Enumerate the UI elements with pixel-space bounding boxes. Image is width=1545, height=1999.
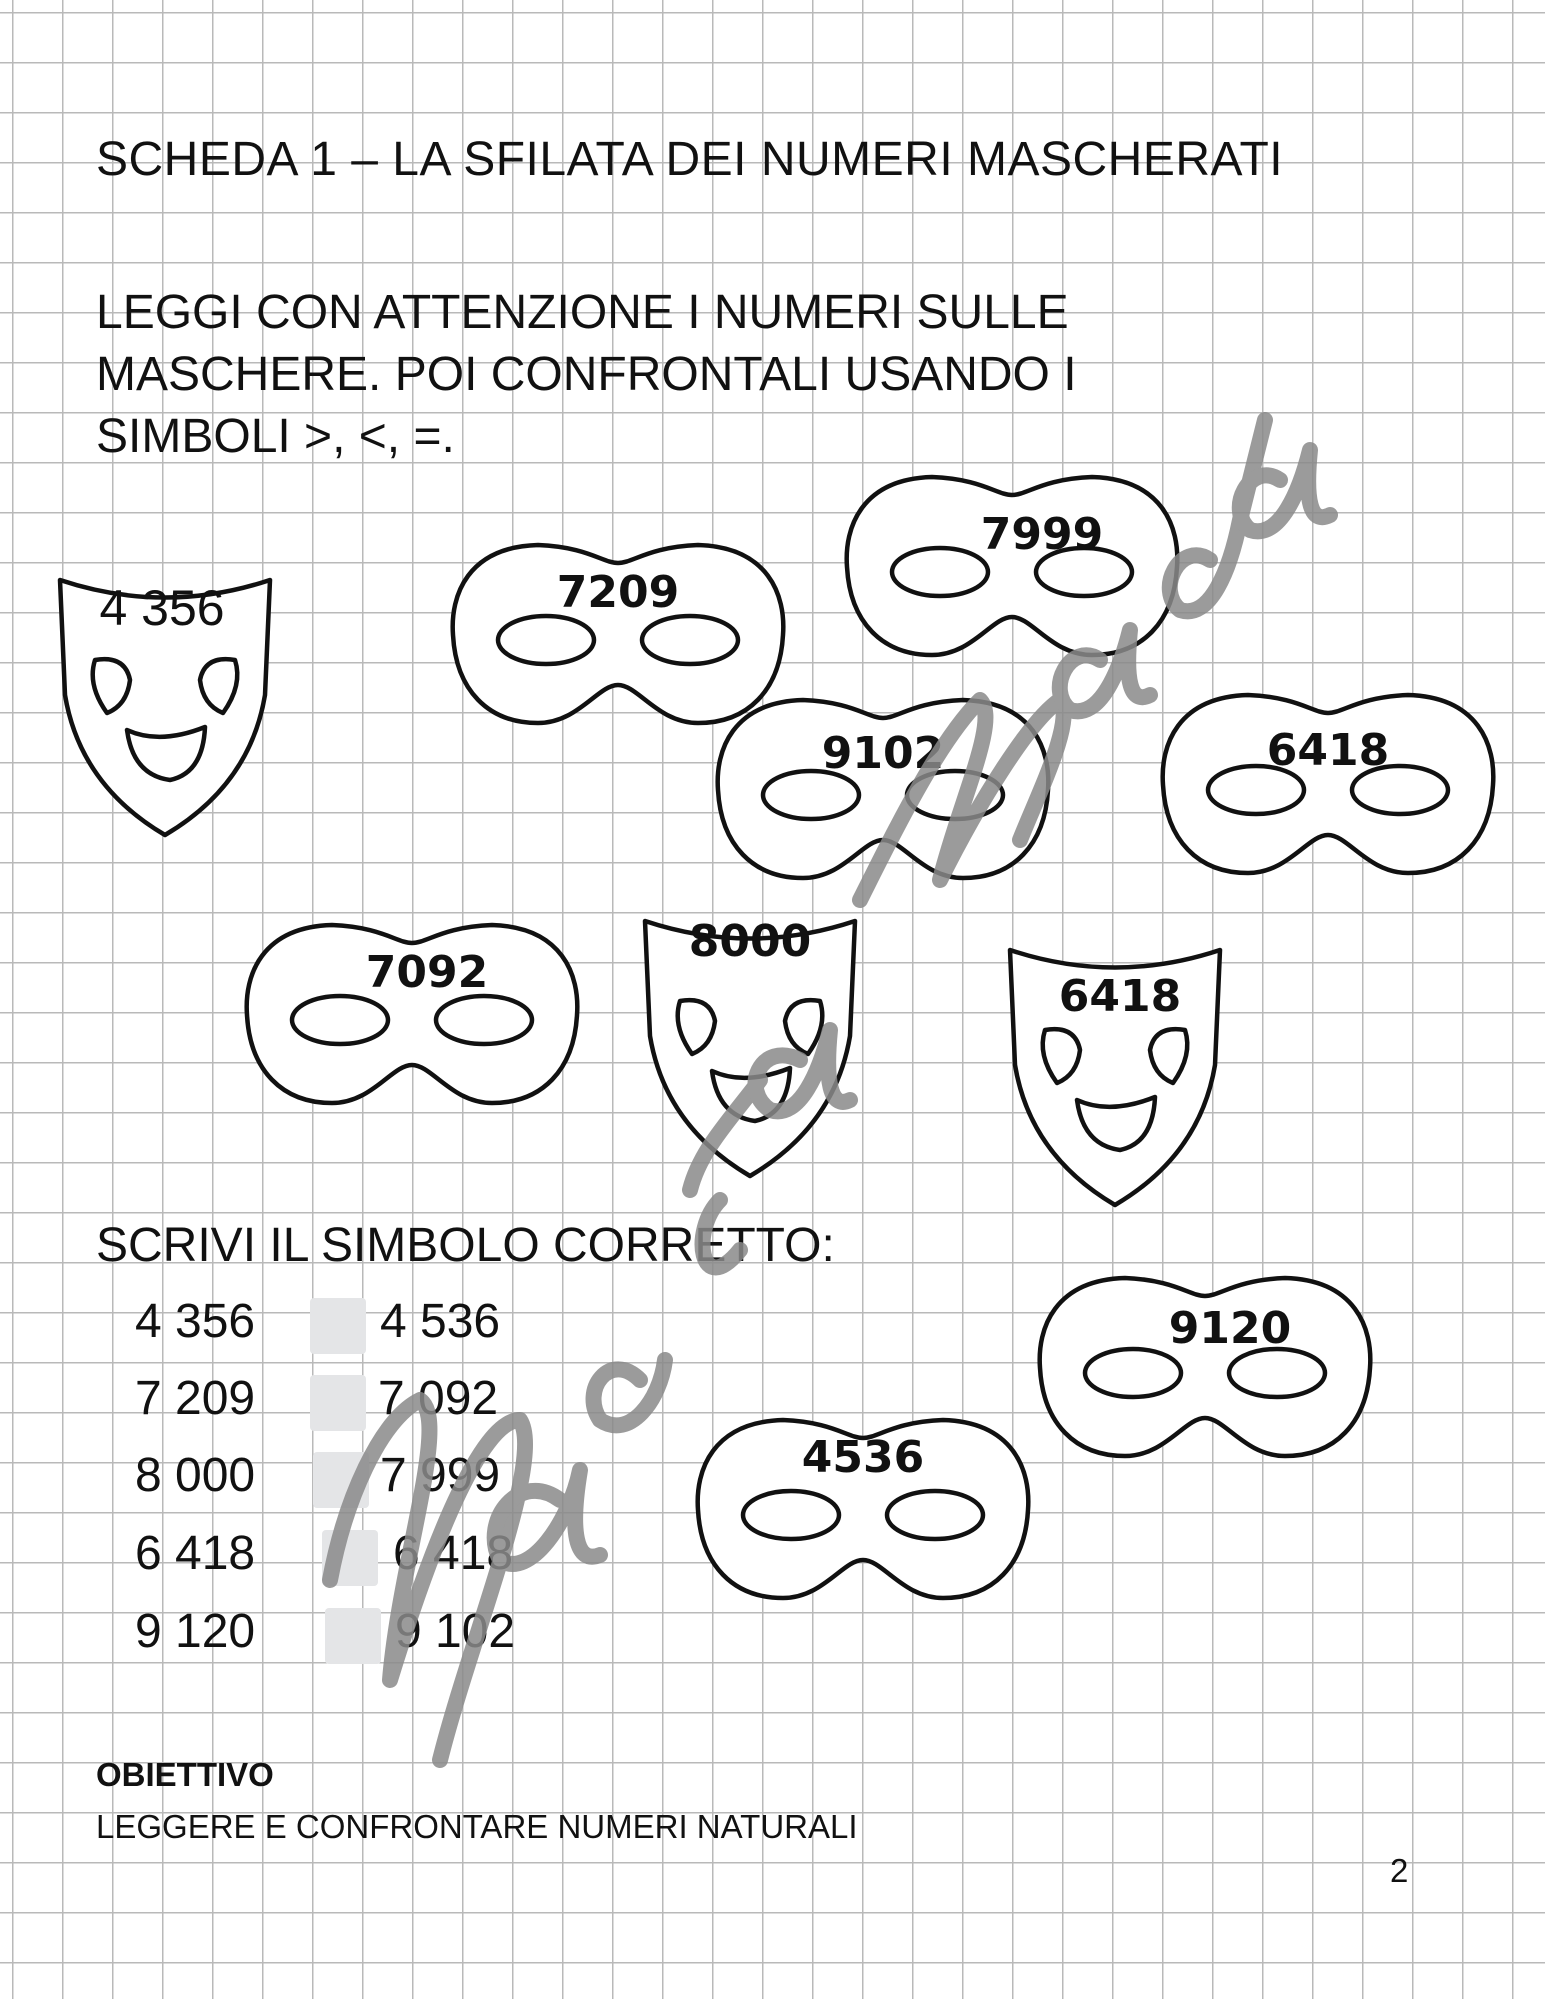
mask-number: 4536 xyxy=(801,1432,925,1483)
instructions-line-2: MASCHERE. POI CONFRONTALI USANDO I xyxy=(96,348,1077,401)
exercise-heading: SCRIVI IL SIMBOLO CORRETTO: xyxy=(96,1219,835,1272)
page-title: SCHEDA 1 – LA SFILATA DEI NUMERI MASCHERATI xyxy=(96,133,1284,186)
answer-box[interactable] xyxy=(310,1298,366,1354)
right-number: 4 536 xyxy=(380,1295,501,1348)
mask-eye-7209 xyxy=(453,545,784,723)
left-number: 6 418 xyxy=(135,1527,256,1580)
mask-number: 8000 xyxy=(688,916,812,967)
instructions-line-3: SIMBOLI >, <, =. xyxy=(96,410,455,463)
left-number: 8 000 xyxy=(135,1449,256,1502)
left-number: 4 356 xyxy=(135,1295,256,1348)
right-number: 9 102 xyxy=(395,1605,516,1658)
mask-eye-4536 xyxy=(698,1420,1029,1598)
page-number: 2 xyxy=(1390,1852,1409,1889)
mask-number: 7999 xyxy=(980,509,1104,560)
answer-box[interactable] xyxy=(322,1530,378,1586)
left-number: 9 120 xyxy=(135,1605,256,1658)
mask-face-1 xyxy=(60,580,270,835)
objective-text: LEGGERE E CONFRONTARE NUMERI NATURALI xyxy=(96,1808,858,1845)
mask-number: 6418 xyxy=(1058,971,1182,1022)
mask-face-8000 xyxy=(645,916,855,1176)
instructions-line-1: LEGGI CON ATTENZIONE I NUMERI SULLE xyxy=(96,286,1069,339)
mask-eye-9120 xyxy=(1040,1278,1371,1456)
mask-number: 4 356 xyxy=(99,580,225,636)
answer-box[interactable] xyxy=(310,1375,366,1431)
right-number: 6 418 xyxy=(393,1527,514,1580)
mask-eye-7999 xyxy=(847,477,1178,655)
mask-eye-7092 xyxy=(247,925,578,1103)
left-number: 7 209 xyxy=(135,1372,256,1425)
answer-box[interactable] xyxy=(325,1608,381,1664)
mask-number: 9120 xyxy=(1168,1303,1292,1354)
answer-box[interactable] xyxy=(313,1452,369,1508)
mask-eye-6418 xyxy=(1163,695,1494,873)
mask-face-6418 xyxy=(1010,950,1220,1205)
mask-number: 7092 xyxy=(365,947,489,998)
mask-number: 6418 xyxy=(1266,725,1390,776)
objective-label: OBIETTIVO xyxy=(96,1756,274,1793)
right-number: 7 092 xyxy=(378,1372,499,1425)
mask-number: 7209 xyxy=(556,567,680,618)
mask-eye-9102 xyxy=(718,700,1049,878)
right-number: 7 999 xyxy=(380,1449,501,1502)
mask-number: 9102 xyxy=(821,728,945,779)
